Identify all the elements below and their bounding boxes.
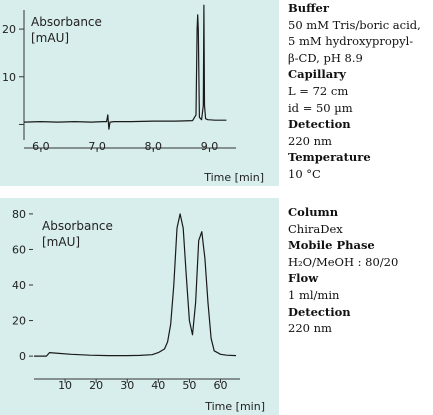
x-tick-label: 9.0 [200, 140, 219, 153]
info-heading: Mobile Phase [288, 238, 375, 253]
info-heading: Detection [288, 117, 351, 132]
y-tick-label: 0 [19, 350, 26, 364]
info-value: 220 nm [288, 133, 332, 148]
y-axis-annotation: Absorbance [42, 219, 113, 233]
info-value: 10 °C [288, 166, 321, 181]
x-tick-label: 60 [213, 379, 228, 392]
y-axis-annotation: [mAU] [42, 235, 81, 249]
info-value: id = 50 µm [288, 100, 353, 115]
info-heading: Column [288, 205, 339, 219]
chromatogram-chart [0, 198, 279, 415]
x-axis-label: Time [min] [204, 171, 264, 184]
y-tick-label: 10 [2, 70, 16, 84]
info-value: β-CD, pH 8.9 [288, 50, 363, 65]
x-axis-label: Time [min] [205, 400, 265, 413]
chromatogram-panel [0, 198, 279, 415]
x-tick-label: 50 [182, 379, 197, 392]
info-bottom [288, 204, 398, 337]
y-tick-label: 20 [2, 23, 16, 37]
x-tick-label: 10 [58, 379, 73, 392]
x-tick-label: 30 [120, 379, 135, 392]
y-axis-annotation: [mAU] [31, 31, 70, 45]
info-value: L = 72 cm [288, 83, 349, 98]
info-top [288, 0, 421, 183]
info-heading: Detection [288, 304, 351, 319]
y-tick-label: 60 [12, 243, 26, 257]
y-tick-label: 20 [12, 314, 26, 328]
info-value: H₂O/MeOH : 80/20 [288, 254, 399, 269]
x-tick-label: 20 [89, 379, 104, 392]
info-heading: Capillary [288, 67, 346, 82]
info-value: 50 mM Tris/boric acid, [288, 17, 421, 32]
x-tick-label: 8.0 [144, 140, 163, 153]
x-tick-label: 40 [151, 379, 166, 392]
x-tick-label: 6.0 [32, 140, 50, 153]
info-heading: Flow [288, 271, 319, 286]
info-heading: Buffer [288, 1, 329, 15]
electropherogram-chart [0, 0, 279, 186]
y-axis-annotation: Absorbance [31, 15, 102, 29]
info-value: 220 nm [288, 321, 332, 336]
y-tick-label: 80 [12, 207, 26, 221]
electropherogram-panel [0, 0, 279, 186]
x-tick-label: 7.0 [88, 140, 106, 153]
info-value: ChiraDex [288, 221, 343, 236]
info-value: 5 mM hydroxypropyl- [288, 34, 414, 49]
info-value: 1 ml/min [288, 287, 340, 302]
y-tick-label: 40 [12, 279, 26, 292]
info-heading: Temperature [288, 150, 371, 165]
